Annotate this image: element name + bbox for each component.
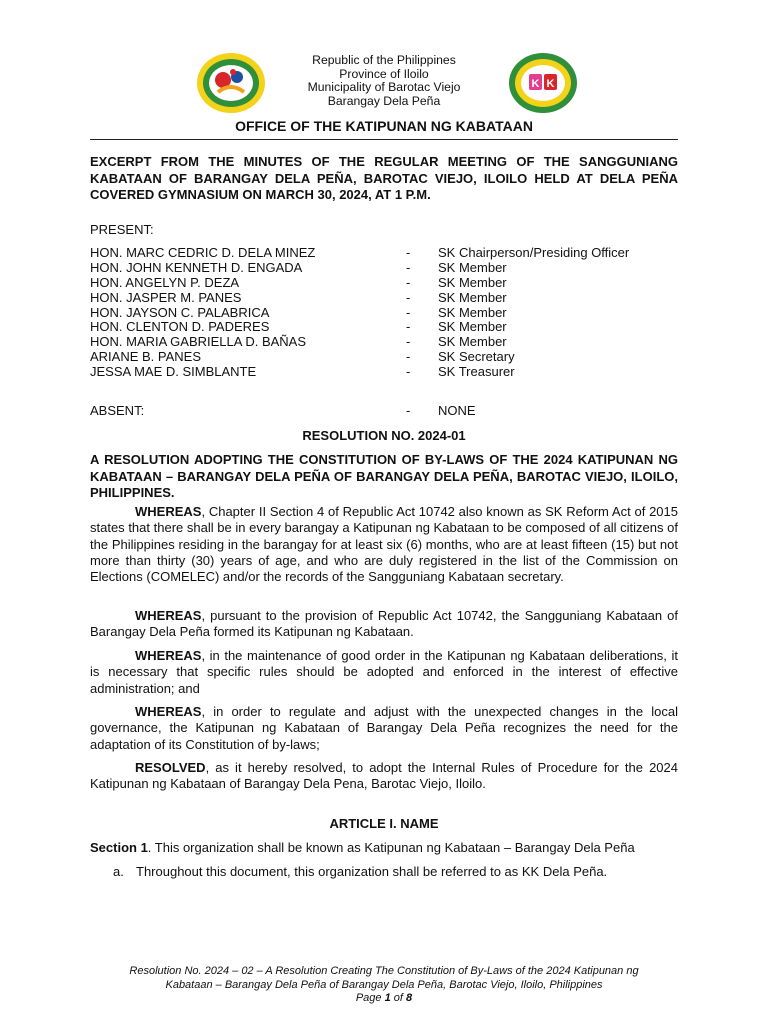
page-word: Page — [355, 992, 382, 1004]
attendee-dash: - — [406, 349, 411, 365]
attendee-row — [90, 305, 678, 320]
attendee-role: SK Member — [438, 334, 507, 350]
attendee-role: SK Secretary — [438, 349, 515, 365]
section-text: . This organization shall be known as Katipunan ng Kabataan – Barangay Dela Peña — [147, 840, 635, 855]
attendee-row — [90, 245, 678, 260]
footer-line-1: Resolution No. 2024 – 02 – A Resolution Creating The Constitution of By-Laws of the 2024 Katipunan ng — [129, 965, 639, 977]
present-label: PRESENT: — [90, 222, 154, 237]
attendee-dash: - — [406, 289, 411, 305]
resolved-paragraph — [90, 760, 678, 793]
attendee-row — [90, 319, 678, 334]
attendee-row — [90, 334, 678, 349]
attendee-dash: - — [406, 364, 411, 380]
paragraph-lead: WHEREAS — [135, 504, 202, 519]
svg-text:K: K — [546, 78, 555, 90]
attendee-dash: - — [406, 334, 411, 350]
attendee-name: HON. MARIA GABRIELLA D. BAÑAS — [90, 334, 307, 350]
attendee-name: HON. MARC CEDRIC D. DELA MINEZ — [90, 245, 316, 260]
attendee-name: ARIANE B. PANES — [90, 349, 202, 365]
paragraph-text: , pursuant to the provision of Republic Act 10742, the Sangguniang Kabataan of Barangay Dela Peña formed its Katipunan ng Kabataan. — [90, 608, 678, 640]
attendee-dash: - — [406, 274, 411, 290]
paragraph-lead: RESOLVED — [135, 760, 206, 775]
article-heading: ARTICLE I. NAME — [329, 816, 439, 831]
page-of: of — [393, 992, 403, 1004]
paragraph-lead: WHEREAS — [135, 608, 202, 623]
resolution-number: RESOLUTION NO. 2024-01 — [302, 428, 466, 443]
whereas-paragraph — [90, 704, 678, 753]
attendee-dash: - — [406, 245, 411, 260]
header-line-country: Republic of the Philippines — [312, 53, 456, 67]
attendee-dash: - — [406, 319, 411, 335]
attendee-role: SK Member — [438, 274, 507, 290]
paragraph-text: , Chapter II Section 4 of Republic Act 10742 also known as SK Reform Act of 2015 states that there shall be in every barangay a Katipunan ng Kabataan to be composed of all citizens of the Philippines residing in the barangay for at least six (6) months, who are at least fifteen (15) but not more than thirty (30) years of age, and who are duly registered in the list of the Commission on Elections (COMELEC) and/or the records of the Sangguniang Kabataan secretary. — [90, 504, 678, 585]
attendee-name: JESSA MAE D. SIMBLANTE — [90, 364, 257, 380]
absent-row — [90, 403, 678, 419]
government-header — [240, 54, 528, 108]
attendee-name: HON. JAYSON C. PALABRICA — [90, 304, 270, 320]
attendee-dash: - — [406, 304, 411, 320]
paragraph-text: , in the maintenance of good order in the Katipunan ng Kabataan deliberations, it is necessary that specific rules should be adopted and enforced in the interest of effective administration; and — [90, 648, 678, 696]
paragraph-lead: WHEREAS — [135, 648, 202, 663]
attendee-row — [90, 275, 678, 290]
page-number — [80, 992, 688, 1006]
header-line-barangay: Barangay Dela Peña — [327, 93, 441, 108]
resolution-title: A RESOLUTION ADOPTING THE CONSTITUTION OF BY-LAWS OF THE 2024 KATIPUNAN NG KABATAAN – BARANGAY DELA PEÑA OF BARANGAY DELA PEÑA, BAROTAC VIEJO, ILOILO, PHILIPPINES. — [90, 452, 678, 500]
attendee-row — [90, 364, 678, 379]
letterhead — [0, 52, 768, 112]
attendance-list — [90, 245, 678, 379]
attendee-dash: - — [406, 259, 411, 275]
attendee-name: HON. ANGELYN P. DEZA — [90, 274, 240, 290]
attendee-name: HON. JASPER M. PANES — [90, 289, 242, 305]
header-divider — [90, 139, 678, 140]
attendee-role: SK Member — [438, 304, 507, 320]
paragraph-text: , as it hereby resolved, to adopt the Internal Rules of Procedure for the 2024 Katipunan ng Kabataan of Barangay Dela Pena, Barotac Viejo, Iloilo. — [90, 760, 678, 792]
office-title: OFFICE OF THE KATIPUNAN NG KABATAAN — [235, 118, 533, 134]
section-lead: Section 1 — [90, 840, 148, 855]
attendee-role: SK Treasurer — [438, 364, 515, 380]
paragraph-text: , in order to regulate and adjust with the unexpected changes in the local governance, the Katipunan ng Kabataan of Barangay Dela Peña recognizes the need for the adaptation of its Constitution of by-laws; — [90, 704, 678, 752]
attendee-row — [90, 260, 678, 275]
attendee-role: SK Member — [438, 319, 507, 335]
header-line-municipality: Municipality of Barotac Viejo — [307, 80, 461, 95]
whereas-paragraph — [90, 648, 678, 697]
page-total: 8 — [406, 992, 413, 1004]
absent-dash: - — [406, 403, 411, 418]
excerpt-heading: EXCERPT FROM THE MINUTES OF THE REGULAR MEETING OF THE SANGGUNIANG KABATAAN OF BARANGAY DELA PEÑA, BAROTAC VIEJO, ILOILO HELD AT DELA PEÑA COVERED GYMNASIUM ON MARCH 30, 2024, AT 1 P.M. — [90, 154, 678, 202]
katipunan-ng-kabataan-seal — [508, 52, 578, 114]
svg-text:K: K — [531, 78, 540, 90]
subitem-text: Throughout this document, this organization shall be referred to as KK Dela Peña. — [136, 864, 608, 879]
whereas-paragraph — [90, 504, 678, 585]
absent-label: ABSENT: — [90, 403, 145, 418]
whereas-paragraph — [90, 608, 678, 641]
attendee-role: SK Member — [438, 289, 507, 305]
header-line-province: Province of Iloilo — [339, 66, 429, 81]
attendee-row — [90, 349, 678, 364]
page-current: 1 — [384, 992, 391, 1004]
footer-line-2: Kabataan – Barangay Dela Peña of Barangay Dela Peña, Barotac Viejo, Iloilo, Philippines — [165, 978, 603, 991]
paragraph-lead: WHEREAS — [135, 704, 202, 719]
list-marker: a. — [113, 864, 124, 879]
page-footer — [80, 965, 688, 1006]
section-1 — [90, 840, 678, 855]
attendee-name: HON. CLENTON D. PADERES — [90, 319, 270, 335]
absent-value: NONE — [438, 403, 476, 418]
attendee-role: SK Chairperson/Presiding Officer — [438, 245, 630, 260]
attendee-row — [90, 290, 678, 305]
section-1-subitem — [113, 864, 673, 879]
attendee-role: SK Member — [438, 259, 507, 275]
attendee-name: HON. JOHN KENNETH D. ENGADA — [90, 259, 303, 275]
